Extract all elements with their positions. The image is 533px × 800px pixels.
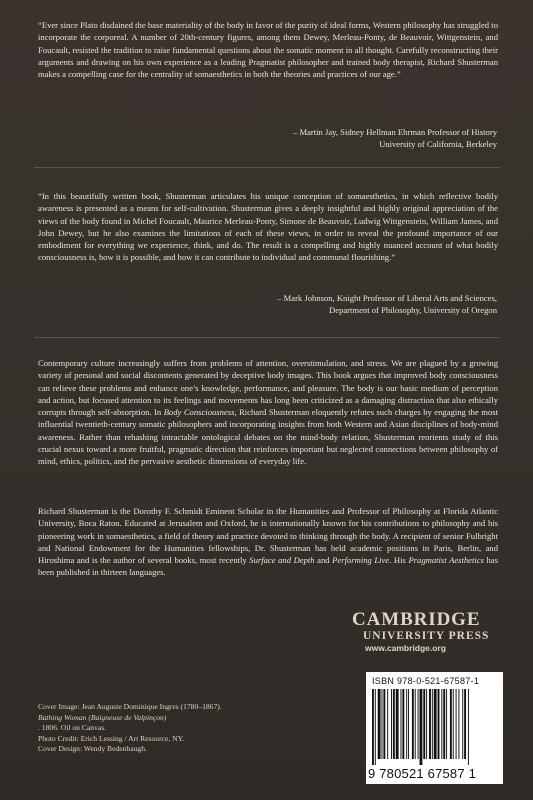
artwork-title: Bathing Woman (Baigneuse de Valpinçon) (38, 712, 167, 722)
bio-book-title-1: Surface and Depth (249, 555, 315, 566)
barcode-bar (418, 689, 419, 759)
barcode-bar (387, 689, 388, 759)
barcode-bar (391, 689, 392, 759)
description-text-1: Contemporary culture increasingly suffers from problems of attention, overstimulation, and stress. We are plagued by a growing variety of personal and social discontents generated by deceptive body images. This book argues that improved body consciousness can relieve these problems and enhance one’s knowledge, performance, and pleasure. The body is our basic medium of perception and action, but focused attention to its feelings and movements has long been criticized as a damaging distraction that also ethically corrupts through self-absorption. In (38, 358, 498, 418)
review-attribution-jay (293, 126, 497, 151)
barcode-bar (372, 689, 374, 765)
barcode-digits: 9 780521 67587 1 (368, 766, 477, 781)
barcode-bar (383, 689, 385, 759)
barcode-bar (450, 689, 452, 759)
attribution-jay-line2: University of California, Berkeley (379, 139, 497, 150)
barcode-bar (468, 689, 469, 765)
barcode-bar (415, 689, 416, 759)
barcode-bar (423, 689, 425, 759)
barcode-bar (378, 689, 381, 759)
publisher-url: www.cambridge.org (365, 643, 446, 653)
barcode-bar (408, 689, 409, 759)
bio-and: and (314, 555, 333, 566)
review-attribution-johnson (277, 292, 497, 317)
credit-line-1: Cover Image: Jean Auguste Dominique Ingres (1780–1867). (38, 702, 222, 711)
author-bio (38, 505, 498, 579)
publisher-logo (352, 610, 500, 654)
barcode-bar (456, 689, 457, 759)
barcode-bar (446, 689, 447, 759)
attribution-jay-line1: – Martin Jay, Sidney Hellman Ehrman Professor of History (293, 127, 497, 137)
barcode-bar (443, 689, 445, 759)
attribution-johnson-line2: Department of Philosophy, University of Oregon (329, 305, 497, 316)
barcode-bar (441, 689, 442, 759)
barcode-bar (432, 689, 433, 759)
bio-text-1: Richard Shusterman is the Dorothy F. Schmidt Eminent Scholar in the Humanities and Professor of Philosophy at Florida Atlantic University, Boca Raton. Educated at Jerusalem and Oxford, he is internationally known for his contributions to philosophy and his pioneering work in somaesthetics, a field of theory and practice devoted to thinking through the body. A recipient of senior Fulbright and National Endowment for the Humanities fellowships, Dr. Shusterman has held academic positions in Paris, Berlin, and Hiroshima and is the author of several books, most recently (38, 506, 498, 566)
barcode-bar (401, 689, 402, 759)
barcode-bar (429, 689, 431, 759)
barcode-bar (420, 689, 423, 765)
barcode-bars (372, 689, 497, 765)
barcode-bar (382, 689, 383, 759)
barcode-bar (434, 689, 437, 759)
bio-book-title-2: Performing Live (332, 555, 390, 566)
book-title: Body Consciousness (163, 407, 235, 418)
attribution-johnson-line1: – Mark Johnson, Knight Professor of Liberal Arts and Sciences, (277, 293, 497, 303)
barcode-bar (412, 689, 414, 759)
barcode-bar (453, 689, 454, 759)
bio-text-2: . His (389, 555, 409, 566)
artwork-details: . 1806. Oil on Canvas. (38, 723, 107, 733)
isbn-label: ISBN 978-0-521-67587-1 (372, 676, 480, 686)
divider (34, 337, 500, 338)
barcode-bar (375, 689, 376, 765)
credit-line-4: Cover Design: Wendy Bedenbaugh. (38, 744, 147, 754)
barcode-bar (396, 689, 399, 759)
publisher-name-line1: CAMBRIDGE (352, 609, 481, 630)
barcode-bar (426, 689, 427, 759)
publisher-name-line2: UNIVERSITY PRESS (363, 630, 490, 642)
review-quote-jay: “Ever since Plato disdained the base materiality of the body in favor of the purity of ideal forms, Western philosophy has struggled to incorporate the corporeal. A number of 20th-century figures, among them Dewey, Merleau-Ponty, de Beauvoir, Wittgenstein, and Foucault, resisted the tradition to raise fundamental questions about the somatic moment in all thought. Carefully reconstructing their arguments and drawing on his own experience as a leading Pragmatist philosopher and trained body therapist, Richard Shusterman makes a compelling case for the centrality of somaesthetics in both the theories and practices of our age.” (38, 20, 498, 80)
description-text-2: , Richard Shusterman eloquently refutes such charges by engaging the most influential twentieth-century somatic philosophers and incorporating insights from both Western and Asian disciplines of body-mind awareness. Rather than rehashing intractable ontological debates on the mind-body relation, Shusterman reorients study of this crucial nexus toward a more fruitful, pragmatic direction that reinforces important but neglected connections between philosophy of mind, ethics, politics, and the pervasive aesthetic dimensions of everyday life. (38, 407, 498, 467)
divider (34, 167, 500, 168)
credit-line-3: Photo Credit: Erich Lessing / Art Resource, NY. (38, 733, 185, 743)
bio-book-title-3: Pragmatist Aesthetics (408, 555, 484, 566)
book-description (38, 357, 498, 468)
barcode-bar (462, 689, 463, 759)
credit-line-2 (38, 713, 338, 734)
cover-credits (38, 702, 338, 755)
barcode-bar (406, 689, 407, 759)
review-quote-johnson: “In this beautifully written book, Shusterman articulates his unique conception of somaesthetics, in which reflective bodily awareness is presented as a means for self-cultivation. Shusterman gives a deeply insightful and highly original appreciation of the views of the body found in Michel Foucault, Maurice Merleau-Ponty, Simone de Beauvoir, Ludwig Wittgenstein, William James, and John Dewey, but he also examines the limitations of each of these views, in order to reveal the profound importance of our embodiment for everything we experience, think, and do. The result is a compelling and highly nuanced account of what bodily consciousness is, how it is possible, and how it can contribute to individual and communal flourishing.” (38, 191, 498, 263)
barcode-bar (402, 689, 404, 759)
isbn-barcode (366, 672, 503, 784)
bio-text-3: has been published in thirteen languages. (38, 555, 498, 578)
barcode-bar (464, 689, 466, 759)
barcode-bar (458, 689, 459, 759)
barcode-bar (393, 689, 395, 759)
barcode-bar (438, 689, 440, 759)
